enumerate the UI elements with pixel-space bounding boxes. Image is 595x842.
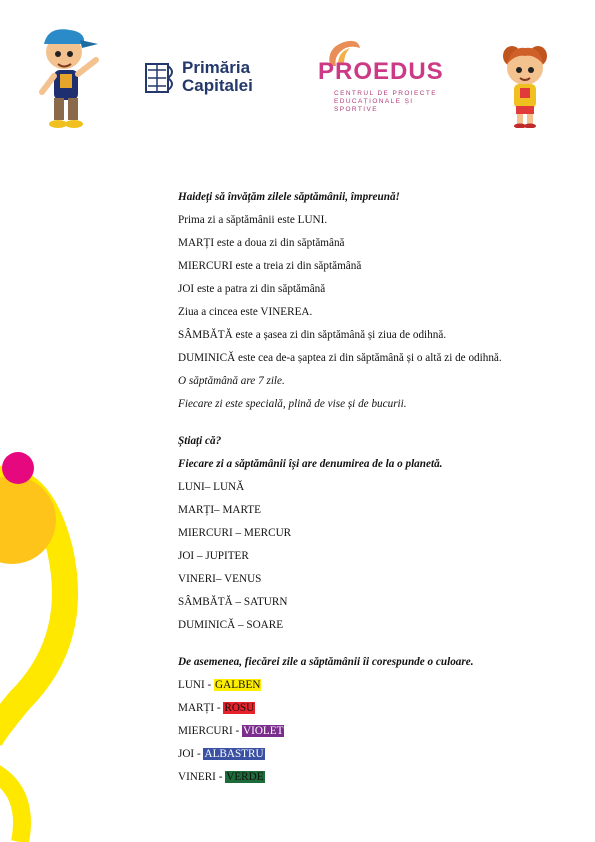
proedus-subtitle bbox=[334, 90, 456, 114]
intro-closing: Fiecare zi este specială, plină de vise și de bucurii. bbox=[178, 398, 407, 410]
intro-heading: Haideți să învățăm zilele săptămânii, împreună! bbox=[178, 191, 400, 203]
planet-item: DUMINICĂ – SOARE bbox=[178, 619, 284, 631]
intro-line: JOI este a patra zi din săptămână bbox=[178, 283, 326, 295]
proedus-subtitle-line1: CENTRUL DE PROIECTE bbox=[334, 90, 437, 97]
proedus-logo bbox=[316, 38, 456, 118]
logo-line-capitalei: Capitalei bbox=[182, 76, 253, 95]
proedus-wordmark: PROEDUS bbox=[318, 58, 444, 85]
color-highlight: VIOLET bbox=[243, 725, 284, 737]
intro-line: MARȚI este a doua zi din săptămână bbox=[178, 237, 345, 249]
color-highlight: ALBASTRU bbox=[204, 748, 264, 760]
color-highlight: GALBEN bbox=[215, 679, 261, 691]
intro-line: DUMINICĂ este cea de-a șaptea zi din săptămână și o altă zi de odihnă. bbox=[178, 352, 502, 364]
page-header bbox=[0, 0, 595, 140]
primaria-capitalei-logo bbox=[144, 54, 274, 100]
color-item bbox=[178, 674, 578, 697]
decorative-shapes bbox=[0, 440, 90, 842]
colors-heading: De asemenea, fiecărei zile a săptămânii îi corespunde o culoare. bbox=[178, 656, 474, 668]
boy-mascot-illustration bbox=[34, 22, 106, 132]
planets-subheading: Fiecare zi a săptămânii își are denumirea de la o planetă. bbox=[178, 458, 443, 470]
planets-heading: Știați că? bbox=[178, 435, 222, 447]
planet-item: MIERCURI – MERCUR bbox=[178, 527, 292, 539]
intro-line: Prima zi a săptămânii este LUNI. bbox=[178, 214, 328, 226]
color-day: JOI - bbox=[178, 748, 204, 760]
color-item bbox=[178, 697, 578, 720]
color-item bbox=[178, 766, 578, 789]
color-day: VINERI - bbox=[178, 771, 226, 783]
primaria-emblem-icon bbox=[144, 58, 176, 96]
intro-line: MIERCURI este a treia zi din săptămână bbox=[178, 260, 362, 272]
planet-item: VINERI– VENUS bbox=[178, 573, 262, 585]
planet-item: JOI – JUPITER bbox=[178, 550, 249, 562]
color-day: LUNI - bbox=[178, 679, 215, 691]
color-day: MARȚI - bbox=[178, 702, 224, 714]
intro-closing: O săptămână are 7 zile. bbox=[178, 375, 285, 387]
planet-item: SÂMBĂTĂ – SATURN bbox=[178, 596, 288, 608]
color-item bbox=[178, 720, 578, 743]
planet-item: LUNI– LUNĂ bbox=[178, 481, 245, 493]
intro-line: Ziua a cincea este VINEREA. bbox=[178, 306, 313, 318]
color-item bbox=[178, 743, 578, 766]
color-highlight: VERDE bbox=[226, 771, 264, 783]
color-day: MIERCURI - bbox=[178, 725, 243, 737]
intro-line: SÂMBĂTĂ este a șasea zi din săptămână și ziua de odihnă. bbox=[178, 329, 447, 341]
main-content bbox=[178, 186, 578, 789]
planet-item: MARȚI– MARTE bbox=[178, 504, 261, 516]
proedus-subtitle-line2: EDUCAȚIONALE ȘI SPORTIVE bbox=[334, 98, 414, 113]
color-highlight: ROSU bbox=[224, 702, 255, 714]
logo-line-primaria: Primăria bbox=[182, 58, 251, 77]
girl-mascot-illustration bbox=[492, 38, 556, 128]
